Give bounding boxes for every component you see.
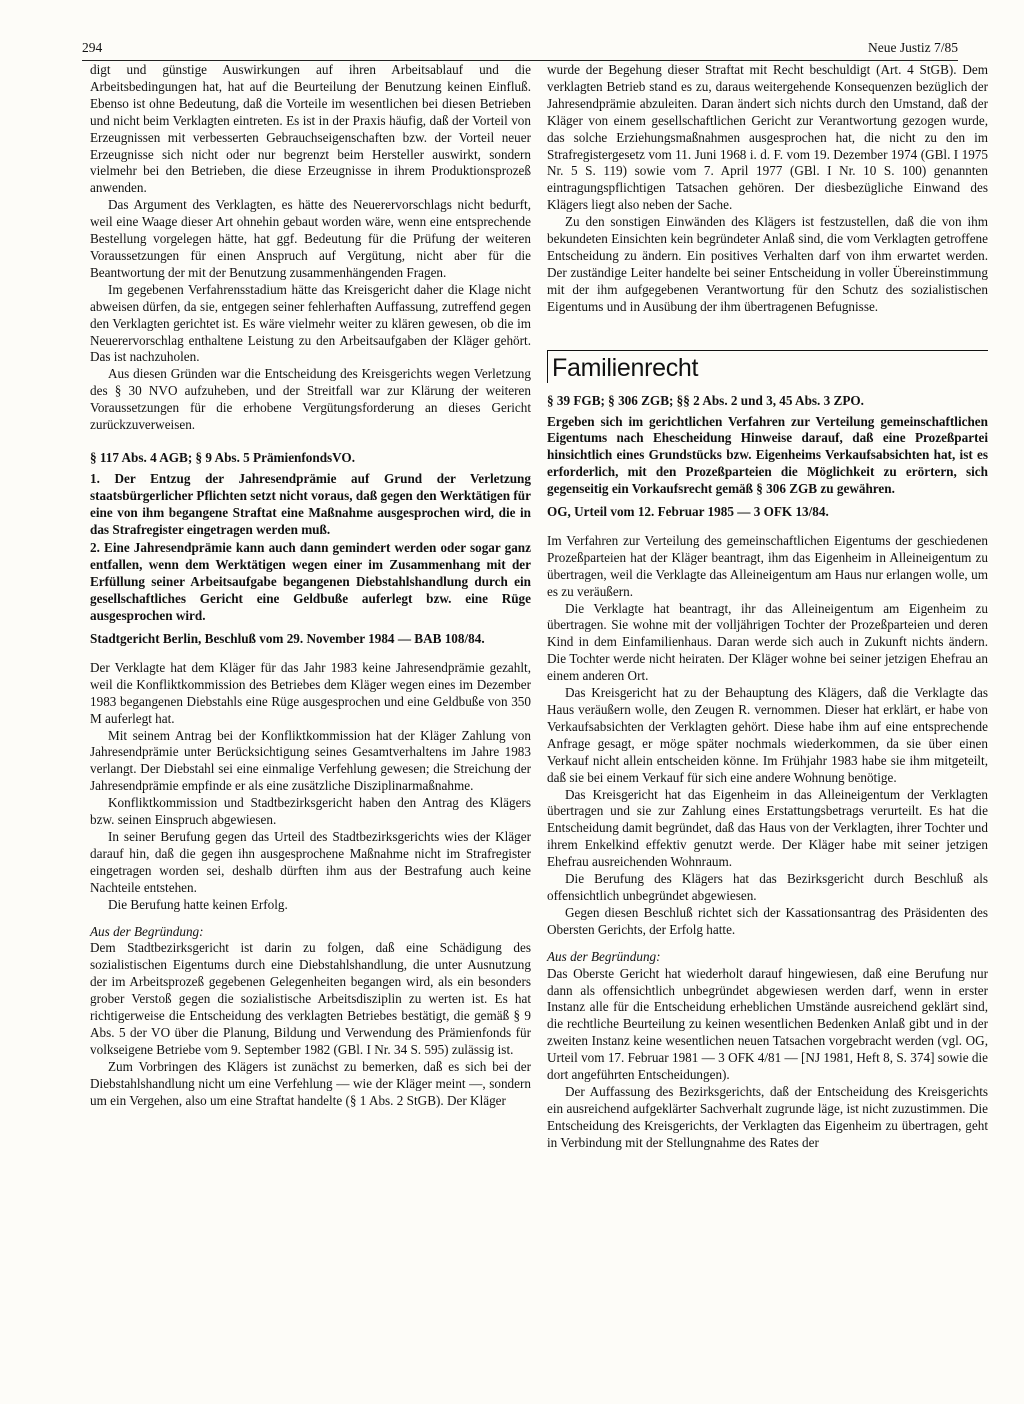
paragraph: wurde der Begehung dieser Straftat mit Recht beschuldigt (Art. 4 StGB). Dem verklagten Betrieb stand es zu, daraus weitergehende Konsequenzen bezüglich der Jahresendprämie abzuleiten. Daran ändert sich nichts durch den Umstand, daß der Kläger von einem gesellschaftlichen Gericht zur Verantwortung gezogen wurde, das solche Erziehungsmaßnahmen ausgesprochen hat, die nicht zu den im Strafregistergesetz vom 11. Juni 1968 i. d. F. vom 19. Dezember 1974 (GBl. I 1975 Nr. 5 S. 119) sowie vom 7. April 1977 (GBl. I Nr. 10 S. 100) genannten eintragungspflichtigen Tatsachen gehören. Der diesbezügliche Einwand des Klägers liegt also neben der Sache.: [547, 62, 988, 213]
paragraph: Das Kreisgericht hat zu der Behauptung des Klägers, daß die Verklagte das Haus veräußern wolle, den Zeugen R. vernommen. Dieser hat erklärt, er habe von Verkaufsabsichten der Verklagten gehört. Diese habe ihm auf eine entsprechende Anfrage gesagt, er möge später nochmals wiederkommen, da sie über einen Verkauf nicht allein entscheiden könne. Im Frühjahr 1983 habe sie ihm mitgeteilt, daß sie bei einem Verkauf für sich eine andere Wohnung benötige.: [547, 685, 988, 785]
reasons-label: Aus der Begründung:: [90, 923, 204, 939]
paragraph: Dem Stadtbezirksgericht ist darin zu folgen, daß eine Schädigung des sozialistischen Eigentums durch eine Diebstahlshandlung, die unter Ausnutzung der im Arbeitsprozeß gegebenen Gelegenheiten begangen wird, als ein besonders grober Verstoß gegen die sozialistische Arbeitsdisziplin zu werten ist. Es hat richtigerweise die Entscheidung des verklagten Betriebes bestätigt, die gemäß § 9 Abs. 5 der VO über die Planung, Bildung und Verwendung des Prämienfonds für volkseigene Betriebe vom 9. September 1982 (GBl. I Nr. 34 S. 595) zulässig ist.: [90, 940, 531, 1057]
headnote: Ergeben sich im gerichtlichen Verfahren zur Verteilung gemeinschaftlichen Eigentums nach Ehescheidung Hinweise darauf, daß eine Prozeßpartei hinsichtlich eines Grundstücks bzw. Eigenheims Verkaufsabsichten hat, ist es erforderlich, mit den Prozeßparteien die Möglichkeit zu erörtern, sich gegenseitig ein Vorkaufsrecht gemäß § 306 ZGB zu gewähren.: [547, 413, 988, 497]
paragraph: Das Oberste Gericht hat wiederholt darauf hingewiesen, daß eine Berufung nur dann als offensichtlich unbegründet abgewiesen werden darf, wenn in erster Instanz alle für die Entscheidung erheblichen Umstände ausreichend geklärt sind, die rechtliche Beurteilung zu keinen wesentlichen Bedenken Anlaß gibt und in der zweiten Instanz keine wesentlichen neuen Tatsachen vorgebracht werden (vgl. OG, Urteil vom 17. Februar 1981 — 3 OFK 4/81 — [NJ 1981, Heft 8, S. 374] sowie die dort angeführten Entscheidungen).: [547, 965, 988, 1083]
paragraph: Zu den sonstigen Einwänden des Klägers ist festzustellen, daß die von ihm bekundeten Einsichten kein begründeter Anlaß sind, die vom Verklagten getroffene Entscheidung zu ändern. Ein positives Verhalten darf von ihm erwartet werden. Der zuständige Leiter handelte bei seiner Entscheidung in voller Übereinstimmung mit der ihm aufgegebenen Verantwortung für den Schutz des sozialistischen Eigentums und in Ausübung der ihm übertragenen Befugnisse.: [547, 214, 988, 314]
paragraph: Gegen diesen Beschluß richtet sich der Kassationsantrag des Präsidenten des Obersten Gerichts, der Erfolg hatte.: [547, 904, 988, 937]
paragraph: Die Berufung des Klägers hat das Bezirksgericht durch Beschluß als offensichtlich unbegründet abgewiesen.: [547, 871, 988, 903]
headnote: 2. Eine Jahresendprämie kann auch dann gemindert werden oder sogar ganz entfallen, wenn dem Werktätigen wegen einer im Zusammenhang mit der Erfüllung seiner Arbeitsaufgabe begangenen Diebstahlshandlung durch ein gesellschaftliches Gericht eine Geldbuße auferlegt bzw. eine Rüge ausgesprochen wird.: [90, 540, 531, 624]
paragraph: Das Kreisgericht hat das Eigenheim in das Alleineigentum der Verklagten übertragen und sie zur Zahlung eines Erstattungsbetrags verurteilt. Es hat die Entscheidung damit begründet, daß das Haus von der Verklagten, ihrer Tochter und ihrem Enkelkind effektiv genutzt werde. Der Kläger habe mit seiner jetzigen Ehefrau ausreichenden Wohnraum.: [547, 786, 988, 870]
court-citation: Stadtgericht Berlin, Beschluß vom 29. November 1984 — BAB 108/84.: [90, 631, 485, 646]
paragraph: Die Verklagte hat beantragt, ihr das Alleineigentum am Eigenheim zu übertragen. Sie wohne mit der volljährigen Tochter der Prozeßparteien und deren Kind in dem Einfamilienhaus. Daran werde sich auch in Zukunft nichts ändern. Die Tochter werde nicht heiraten. Der Kläger wohne bei seiner jetzigen Ehefrau an einem anderen Ort.: [547, 600, 988, 684]
headnote: 1. Der Entzug der Jahresendprämie auf Grund der Verletzung staatsbürgerlicher Pflichten setzt nicht voraus, daß gegen den Werktätigen für eine von ihm begangene Straftat eine Maßnahme ausgesprochen wird, die in das Strafregister eingetragen werden muß.: [90, 470, 531, 537]
paragraph: Das Argument des Verklagten, es hätte des Neuerervorschlags nicht bedurft, weil eine Waage dieser Art ohnehin gebaut worden wäre, wenn eine entsprechende Bestellung vorgelegen hätte, hat ggf. Bedeutung für die Prüfung der weiteren Voraussetzungen für einen Anspruch auf Vergütung, nicht aber für die Beantwortung der mit der Benutzung zusammenhängenden Fragen.: [90, 197, 531, 280]
paragraph: Der Auffassung des Bezirksgerichts, daß der Entscheidung des Kreisgerichts ein ausreichend aufgeklärter Sachverhalt zugrunde läge, ist nicht zuzustimmen. Die Entscheidung des Kreisgerichts, der Verklagten das Eigenheim zu übertragen, geht in Verbindung mit der Stellungnahme des Rates der: [547, 1083, 988, 1150]
reasons-label: Aus der Begründung:: [547, 948, 661, 964]
left-column: [90, 62, 531, 1109]
page-header: [82, 38, 958, 61]
paragraph: Die Berufung hatte keinen Erfolg.: [108, 896, 288, 912]
paragraph: Konfliktkommission und Stadtbezirksgericht haben den Antrag des Klägers bzw. seinen Einspruch abgewiesen.: [90, 795, 531, 828]
section-heading: Familienrecht: [547, 350, 988, 383]
paragraph: Mit seinem Antrag bei der Konfliktkommission hat der Kläger Zahlung von Jahresendprämie unter Berücksichtigung seines Gesamtverhaltens im Jahre 1983 verlangt. Der Diebstahl sei eine einmalige Verfehlung gewesen; die Streichung der Jahresendprämie empfinde er als eine zusätzliche Disziplinarmaßnahme.: [90, 727, 531, 794]
paragraph: Aus diesen Gründen war die Entscheidung des Kreisgerichts wegen Verletzung des § 30 NVO aufzuheben, und der Streitfall war zur Klärung der weiteren Voraussetzungen für die erhobene Vergütungsforderung an dieses Gericht zurückzuverweisen.: [90, 366, 531, 433]
paragraph: Im gegebenen Verfahrensstadium hätte das Kreisgericht daher die Klage nicht abweisen dürfen, da sie, entgegen seiner fehlerhaften Auffassung, zutreffend gegen den Verklagten gerichtet ist. Es wäre vielmehr weiter zu klären gewesen, ob die im Neuerervorschlag enthaltene Leistung zu den Arbeitsaufgaben der Kläger gehört. Das ist nachzuholen.: [90, 281, 531, 365]
journal-issue: Neue Justiz 7/85: [868, 40, 958, 55]
case-norms: § 117 Abs. 4 AGB; § 9 Abs. 5 PrämienfondsVO.: [90, 449, 355, 465]
paragraph: Zum Vorbringen des Klägers ist zunächst zu bemerken, daß es sich bei der Diebstahlshandlung nicht um eine Verfehlung — wie der Kläger meint —, sondern um ein Vergehen, also um eine Straftat handelte (§ 1 Abs. 2 StGB). Der Kläger: [90, 1058, 531, 1108]
right-column: [547, 62, 988, 1152]
paragraph: Der Verklagte hat dem Kläger für das Jahr 1983 keine Jahresendprämie gezahlt, weil die Konfliktkommission des Betriebes dem Kläger wegen eines im Dezember 1983 begangenen Diebstahls eine Rüge ausgesprochen und eine Geldbuße von 350 M auferlegt hat.: [90, 659, 531, 726]
case-norms: § 39 FGB; § 306 ZGB; §§ 2 Abs. 2 und 3, 45 Abs. 3 ZPO.: [547, 392, 864, 408]
page-number: 294: [82, 40, 103, 55]
court-citation: OG, Urteil vom 12. Februar 1985 — 3 OFK 13/84.: [547, 504, 829, 520]
paragraph: In seiner Berufung gegen das Urteil des Stadtbezirksgerichts wies der Kläger darauf hin, daß die gegen ihn ausgesprochene Maßnahme nicht im Strafregister eingetragen worden sei, deshalb dürften ihm aus der Bestrafung auch keine Nachteile entstehen.: [90, 828, 531, 895]
paragraph: Im Verfahren zur Verteilung des gemeinschaftlichen Eigentums der geschiedenen Prozeßparteien hat der Kläger beantragt, ihm das Eigenheim in Alleineigentum zu übertragen, weil die Verklagte das Alleineigentum am Haus nur erlangen wolle, um es zu veräußern.: [547, 532, 988, 599]
paragraph: digt und günstige Auswirkungen auf ihren Arbeitsablauf und die Arbeitsbedingungen hat, hat auf die Beurteilung der Benutzung keinen Einfluß. Ebenso ist ohne Bedeutung, daß die Vorteile im wesentlichen bei diesen Betrieben und nicht beim Verklagten eintreten. Es ist in der Praxis häufig, daß der Vorteil von Erzeugnissen mit verbesserten Gebrauchseigenschaften bzw. der Vorteil neuer Erzeugnisse sich nicht oder nur begrenzt beim Hersteller auswirkt, sondern vielmehr bei den Betrieben, die diese Erzeugnisse in ihrem Produktionsprozeß anwenden.: [90, 62, 531, 196]
